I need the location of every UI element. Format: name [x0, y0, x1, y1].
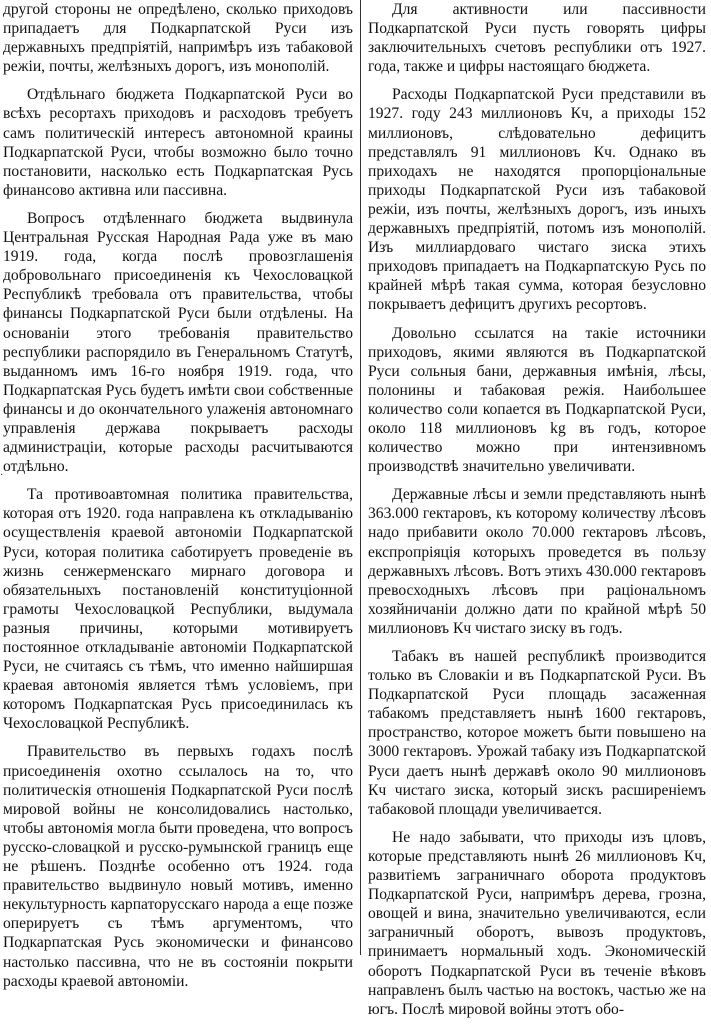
paragraph: Та противоавтомная политика правительства, которая отъ 1920. года направлена къ откладыванію осуществленія краевой автономіи Подкарпатской Руси, которая политика саботируетъ проведеніе въ жизнь сенжерменскаго мирнаго договора и обязательныхъ постановленій конституціонной грамоты Чехословацкой Республики, выдумала разныя причины, которыми мотивируетъ постоянное откладываніе автономіи Подкарпатской Руси, не считаясь съ тѣмъ, что именно найширшая краевая автономія является тѣмъ условіемъ, при которомъ Подкарпатская Русь присоединилась къ Чехословацкой Республикѣ. — [3, 486, 353, 733]
paragraph: Правительство въ первыхъ годахъ послѣ присоединенія охотно ссылалось на то, что политическія отношенія Подкарпатской Руси послѣ мировой войны не консолидовались настолько, чтобы автономія могла быти проведена, что вопросъ русско-словацкой и русско-румынской границъ еще не рѣшенъ. Позднѣе особенно отъ 1924. года правительство выдвинуло новый мотивъ, именно некультурность карпаторусскаго народа а еще позже оперируетъ съ тѣмъ аргументомъ, что Подкарпатская Русь экономически и финансово настолько пассивна, что не въ состояніи покрыти расходы краевой автономіи. — [3, 743, 353, 990]
paragraph: Расходы Подкарпатской Руси представили въ 1927. году 243 миллионовъ Кч, а приходы 152 миллионовъ, слѣдовательно дефицитъ представлялъ 91 миллионовъ Кч. Однако въ приходахъ не находятся пропорціональные приходы Подкарпатской Руси изъ табаковой режіи, изъ почты, желѣзныхъ дорогъ, изъ иныхъ державныхъ предпріятій, потомъ изъ монополій. Изъ миллиардоваго чистаго зиска этихъ приходовъ припадаетъ на Подкарпатскую Русь по крайней мѣрѣ такая сумма, которая безусловно покрываетъ дефицитъ другихъ ресортовъ. — [368, 86, 706, 314]
paragraph: Табакъ въ нашей республикѣ производится только въ Словакіи и въ Подкарпатской Руси. Въ Подкарпатской Руси площадь засаженная табакомъ представляетъ нынѣ 1600 гектаровъ, пространство, которое можетъ быти повышено на 3000 гектаровъ. Урожай табаку изъ Подкарпатской Руси даетъ нынѣ державѣ около 90 миллионовъ Кч чистаго зиска, который зискъ расширеніемъ табаковой площади увеличивается. — [368, 648, 706, 818]
right-column — [368, 0, 706, 1028]
paragraph: Довольно ссылатся на такіе источники приходовъ, якими являются въ Подкарпатской Руси сольныя бани, державныя имѣнія, лѣсы, полонины и табаковая режія. Наибольшее количество соли копается въ Подкарпатской Руси, около 118 миллионовъ kg въ годъ, которое количество можно при интензивномъ производствѣ значительно увеличивати. — [368, 324, 706, 476]
left-column — [3, 0, 353, 1000]
paragraph: Не надо забывати, что приходы изъ цловъ, которые представляють нынѣ 26 миллионовъ Кч, развитіемъ заграничнаго оборота продуктовъ Подкарпатской Руси, напримѣръ дерева, грозна, овощей и вина, значительно увеличиваются, если заграничный оборотъ, вывозъ продуктовъ, принимаетъ нормальный ходъ. Экономическій оборотъ Подкарпатской Руси въ теченіе вѣковъ направленъ былъ частью на востокъ, частью же на югъ. Послѣ мировой войны этотъ обо- — [368, 828, 706, 1018]
paragraph: Отдѣльнаго бюджета Подкарпатской Руси во всѣхъ ресортахъ приходовъ и расходовъ требуетъ самъ политическій интересъ автономной краины Подкарпатской Руси, чтобы возможно было точно постановити, насколько есть Подкарпатская Русь финансово активна или пассивна. — [3, 86, 353, 199]
paragraph: Вопросъ отдѣленнаго бюджета выдвинула Центральная Русская Народная Рада уже въ маю 1919. года, когда послѣ провозглашенія добровольнаго присоединенія къ Чехословацкой Республикѣ требовала отъ правительства, чтобы финансы Подкарпатской Руси были отдѣлены. На основаніи этого требованія правительство республики распорядило въ Генеральномъ Статутѣ, выданномъ имъ 16-го ноября 1919. года, что Подкарпатская Русь будетъ имѣти свои собственные финансы и до окончательного улаженія автономнаго управленія держава покрываетъ расходы администраціи, которые расходы расчитываются отдѣльно. — [3, 209, 353, 476]
column-divider — [360, 0, 361, 955]
paragraph: Для активности или пассивности Подкарпатской Руси пусть говорять цифры заключительныхъ счетовъ республики отъ 1927. года, также и цифры настоящаго бюджета. — [368, 1, 706, 76]
margin-mark: · — [0, 470, 4, 481]
paragraph: Державные лѣсы и земли представляють нынѣ 363.000 гектаровъ, къ которому количеству лѣсовъ надо прибавити около 70.000 гектаровъ лѣсовъ, експропріяція которыхъ проведется въ пользу державныхъ лѣсовъ. Вотъ этихъ 430.000 гектаровъ превосходныхъ лѣсовъ при раціональномъ хозяйничаніи должно дати по крайной мѣрѣ 50 миллионовъ Кч чистаго зиску въ годъ. — [368, 486, 706, 637]
paragraph: другой стороны не опредѣлено, сколько приходовъ припадаетъ для Подкарпатской Руси изъ державныхъ предпріятій, напримѣръ изъ табаковой режіи, почты, желѣзныхъ дорогъ, изъ монополій. — [3, 1, 353, 76]
